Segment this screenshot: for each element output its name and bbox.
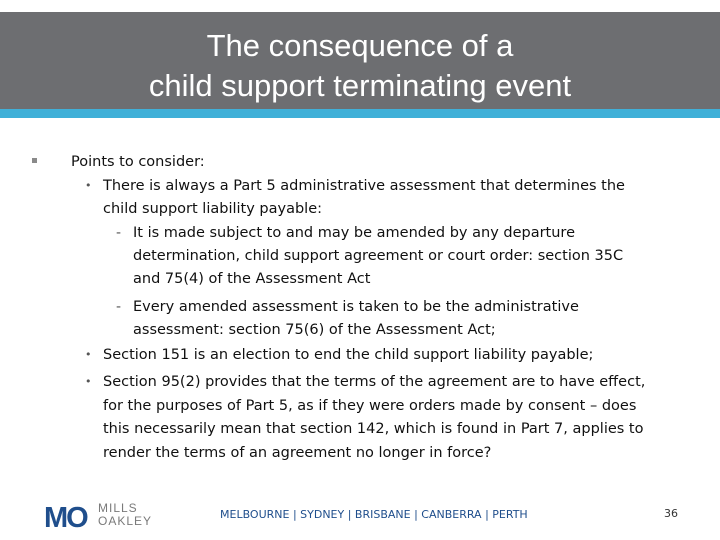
sub-list-item: [0, 221, 720, 245]
list-item: [0, 370, 720, 394]
slide-title: [0, 26, 720, 106]
sub-list-item-continuation: [0, 267, 720, 291]
sub-list-item-continuation: [0, 244, 720, 268]
list-item-text: for the purposes of Part 5, as if they were orders made by consent – does: [103, 398, 637, 414]
title-accent-rule: [0, 109, 720, 118]
sub-list-item-text: Every amended assessment is taken to be the administrative: [133, 299, 579, 315]
sub-list-item-text: determination, child support agreement or court order: section 35C: [133, 248, 624, 264]
dash-icon: -: [116, 299, 122, 315]
logo-wordmark: [98, 502, 152, 528]
list-item-continuation: [0, 394, 720, 418]
title-bar: [0, 12, 720, 109]
logo-line-1: MILLS: [98, 501, 138, 515]
list-item-continuation: [0, 441, 720, 465]
list-item-text: child support liability payable:: [103, 201, 323, 217]
sub-list-item: [0, 295, 720, 319]
list-item-text: Section 95(2) provides that the terms of the agreement are to have effect,: [103, 374, 646, 390]
bullet-icon: •: [85, 348, 92, 361]
list-item-text: There is always a Part 5 administrative assessment that determines the: [103, 178, 625, 194]
square-bullet-icon: [32, 158, 37, 163]
list-item-continuation: [0, 197, 720, 221]
list-item: [0, 343, 720, 367]
sub-list-item-text: and 75(4) of the Assessment Act: [133, 271, 371, 287]
points-heading: [0, 150, 720, 174]
page-number: 36: [664, 507, 678, 520]
slide-title-line-1: The consequence of a: [206, 28, 514, 63]
footer-cities: MELBOURNE | SYDNEY | BRISBANE | CANBERRA | PERTH: [220, 508, 528, 521]
logo-mark: MO: [44, 502, 87, 534]
list-item: [0, 174, 720, 198]
slide-title-line-2: child support terminating event: [148, 68, 572, 103]
sub-list-item-continuation: [0, 318, 720, 342]
bullet-icon: •: [85, 375, 92, 388]
bullet-icon: •: [85, 179, 92, 192]
sub-list-item-text: It is made subject to and may be amended by any departure: [133, 225, 575, 241]
logo-line-2: OAKLEY: [98, 514, 153, 528]
list-item-text: render the terms of an agreement no longer in force?: [103, 445, 492, 461]
points-heading-text: Points to consider:: [71, 154, 205, 170]
list-item-text: Section 151 is an election to end the child support liability payable;: [103, 347, 594, 363]
dash-icon: -: [116, 225, 122, 241]
list-item-text: this necessarily mean that section 142, which is found in Part 7, applies to: [103, 421, 644, 437]
list-item-continuation: [0, 417, 720, 441]
sub-list-item-text: assessment: section 75(6) of the Assessment Act;: [133, 322, 496, 338]
